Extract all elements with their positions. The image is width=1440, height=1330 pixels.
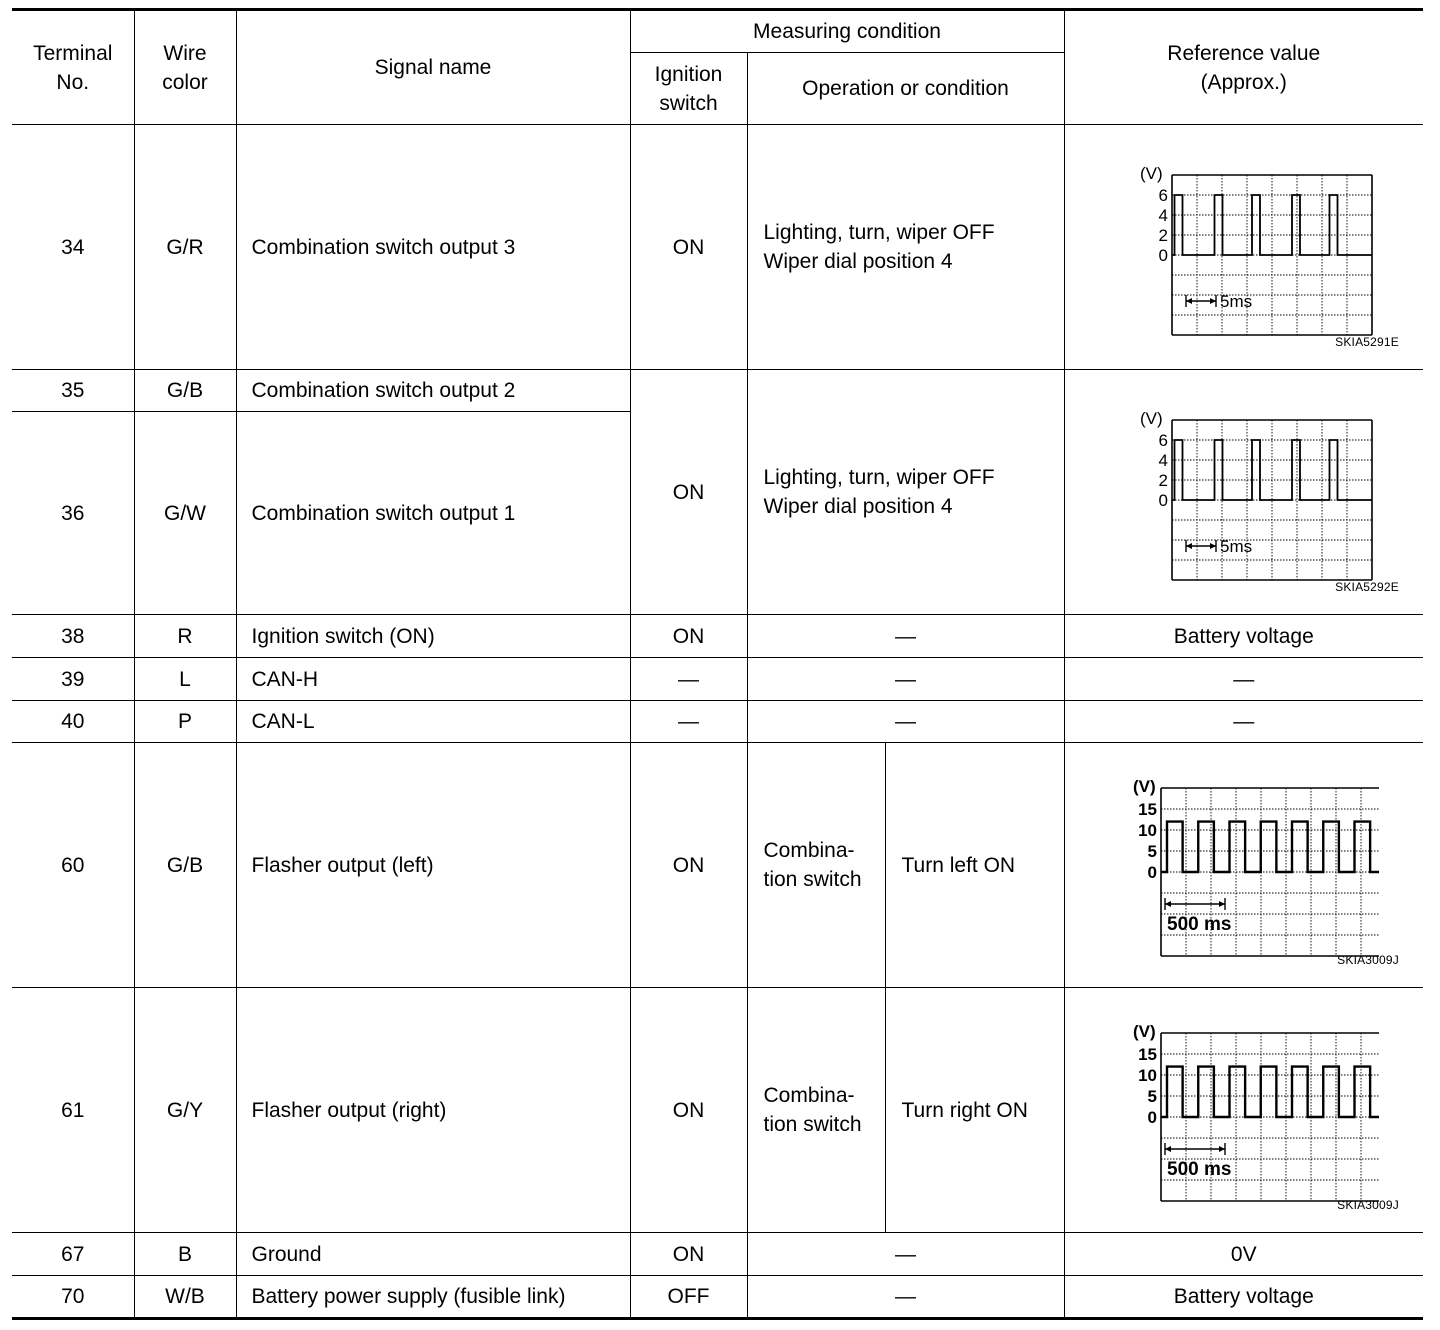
signal-name-cell: CAN-L [236, 701, 630, 743]
terminal-cell: 70 [12, 1276, 134, 1319]
time-scale-label: 5ms [1219, 292, 1252, 311]
reference-waveform-cell [1064, 125, 1423, 370]
y-tick-label: 5 [1147, 842, 1157, 861]
terminal-cell: 36 [12, 412, 134, 615]
waveform-trace [1172, 195, 1372, 255]
y-tick-label: 2 [1158, 226, 1168, 245]
header-measuring-condition: Measuring condition [630, 10, 1064, 53]
time-scale-label: 5ms [1219, 537, 1252, 556]
wire-color-cell: G/B [134, 743, 236, 988]
y-tick-label: 6 [1158, 431, 1168, 450]
waveform-trace [1172, 440, 1372, 500]
y-tick-label: 0 [1147, 1108, 1157, 1127]
waveform-trace [1161, 1067, 1379, 1117]
y-tick-label: 0 [1158, 246, 1168, 265]
figure-id: SKIA5291E [1335, 335, 1399, 349]
table-row-61 [12, 988, 1423, 1233]
condition-cell: — [747, 1233, 1064, 1276]
condition-cell: — [747, 658, 1064, 701]
table-row-39 [12, 658, 1423, 701]
time-scale-label: 500 ms [1166, 914, 1232, 935]
ignition-cell: ON [630, 1233, 747, 1276]
y-tick-label: 6 [1158, 186, 1168, 205]
y-tick-label: 2 [1158, 471, 1168, 490]
ignition-cell: ON [630, 125, 747, 370]
signal-name-cell: Flasher output (right) [236, 988, 630, 1233]
y-tick-label: 4 [1158, 451, 1168, 470]
wire-color-cell: G/B [134, 370, 236, 412]
header-row-1 [12, 10, 1423, 53]
wire-color-cell: P [134, 701, 236, 743]
arrow-head [1219, 1146, 1225, 1152]
wire-color-cell: B [134, 1233, 236, 1276]
y-tick-label: 10 [1137, 1066, 1157, 1085]
terminal-cell: 61 [12, 988, 134, 1233]
header-operation-or-condition: Operation or condition [747, 53, 1064, 125]
ignition-cell: OFF [630, 1276, 747, 1319]
reference-value-cell: Battery voltage [1064, 1276, 1423, 1319]
y-tick-label: 15 [1137, 800, 1157, 819]
signal-name-cell: Battery power supply (fusible link) [236, 1276, 630, 1319]
ignition-cell: ON [630, 743, 747, 988]
table-row-34 [12, 125, 1423, 370]
signal-name-cell: Combination switch output 1 [236, 412, 630, 615]
condition-cell: Lighting, turn, wiper OFF Wiper dial position 4 [747, 370, 1064, 615]
signal-name-cell: CAN-H [236, 658, 630, 701]
table-row-40 [12, 701, 1423, 743]
table-row-35 [12, 370, 1423, 412]
terminal-cell: 38 [12, 615, 134, 658]
table-row-70 [12, 1276, 1423, 1319]
ignition-cell: ON [630, 988, 747, 1233]
y-tick-label: 0 [1158, 491, 1168, 510]
arrow-head [1186, 298, 1192, 304]
y-tick-label: 4 [1158, 206, 1168, 225]
y-tick-label: 15 [1137, 1045, 1157, 1064]
figure-id: SKIA5292E [1335, 580, 1399, 594]
waveform-chart-35-36 [1114, 402, 1374, 582]
terminal-cell: 40 [12, 701, 134, 743]
signal-name-cell: Flasher output (left) [236, 743, 630, 988]
condition-cell: — [747, 1276, 1064, 1319]
y-tick-label: 5 [1147, 1087, 1157, 1106]
axis-unit-label: (V) [1132, 1022, 1156, 1041]
ignition-cell: ON [630, 615, 747, 658]
signal-name-cell: Ground [236, 1233, 630, 1276]
arrow-head [1210, 543, 1216, 549]
terminal-cell: 34 [12, 125, 134, 370]
condition-group-cell: Combina- tion switch [747, 743, 885, 988]
table-row-38 [12, 615, 1423, 658]
wire-color-cell: G/Y [134, 988, 236, 1233]
header-ignition-switch: Ignition switch [630, 53, 747, 125]
reference-waveform-cell [1064, 988, 1423, 1233]
arrow-head [1186, 543, 1192, 549]
reference-waveform-cell [1064, 370, 1423, 615]
waveform-chart-61 [1109, 1015, 1379, 1205]
figure-id: SKIA3009J [1337, 1198, 1399, 1212]
signal-name-cell: Combination switch output 3 [236, 125, 630, 370]
condition-cell: — [747, 701, 1064, 743]
axis-unit-label: (V) [1139, 164, 1163, 183]
axis-unit-label: (V) [1139, 409, 1163, 428]
y-tick-label: 10 [1137, 821, 1157, 840]
header-terminal-no: Terminal No. [12, 10, 134, 125]
condition-cell: Turn left ON [885, 743, 1064, 988]
condition-group-cell: Combina- tion switch [747, 988, 885, 1233]
reference-value-cell: — [1064, 658, 1423, 701]
y-tick-label: 0 [1147, 863, 1157, 882]
arrow-head [1219, 901, 1225, 907]
terminal-cell: 35 [12, 370, 134, 412]
signal-name-cell: Ignition switch (ON) [236, 615, 630, 658]
reference-waveform-cell [1064, 743, 1423, 988]
header-signal-name: Signal name [236, 10, 630, 125]
condition-cell: — [747, 615, 1064, 658]
figure-id: SKIA3009J [1337, 953, 1399, 967]
ignition-cell: — [630, 658, 747, 701]
axis-unit-label: (V) [1132, 777, 1156, 796]
wire-color-cell: W/B [134, 1276, 236, 1319]
wire-color-cell: G/R [134, 125, 236, 370]
arrow-head [1210, 298, 1216, 304]
wire-color-cell: G/W [134, 412, 236, 615]
header-reference-value: Reference value (Approx.) [1064, 10, 1423, 125]
table-row-67 [12, 1233, 1423, 1276]
reference-value-cell: Battery voltage [1064, 615, 1423, 658]
waveform-chart-34 [1114, 157, 1374, 337]
reference-value-cell: 0V [1064, 1233, 1423, 1276]
arrow-head [1165, 1146, 1171, 1152]
header-wire-color: Wire color [134, 10, 236, 125]
wire-color-cell: L [134, 658, 236, 701]
time-scale-label: 500 ms [1166, 1159, 1232, 1180]
waveform-chart-60 [1109, 770, 1379, 960]
reference-value-cell: — [1064, 701, 1423, 743]
ignition-cell: — [630, 701, 747, 743]
ignition-cell: ON [630, 370, 747, 615]
terminal-reference-table [12, 8, 1423, 1320]
arrow-head [1165, 901, 1171, 907]
condition-cell: Turn right ON [885, 988, 1064, 1233]
terminal-cell: 60 [12, 743, 134, 988]
waveform-trace [1161, 822, 1379, 872]
condition-cell: Lighting, turn, wiper OFF Wiper dial position 4 [747, 125, 1064, 370]
signal-name-cell: Combination switch output 2 [236, 370, 630, 412]
terminal-cell: 39 [12, 658, 134, 701]
terminal-cell: 67 [12, 1233, 134, 1276]
wire-color-cell: R [134, 615, 236, 658]
table-row-60 [12, 743, 1423, 988]
